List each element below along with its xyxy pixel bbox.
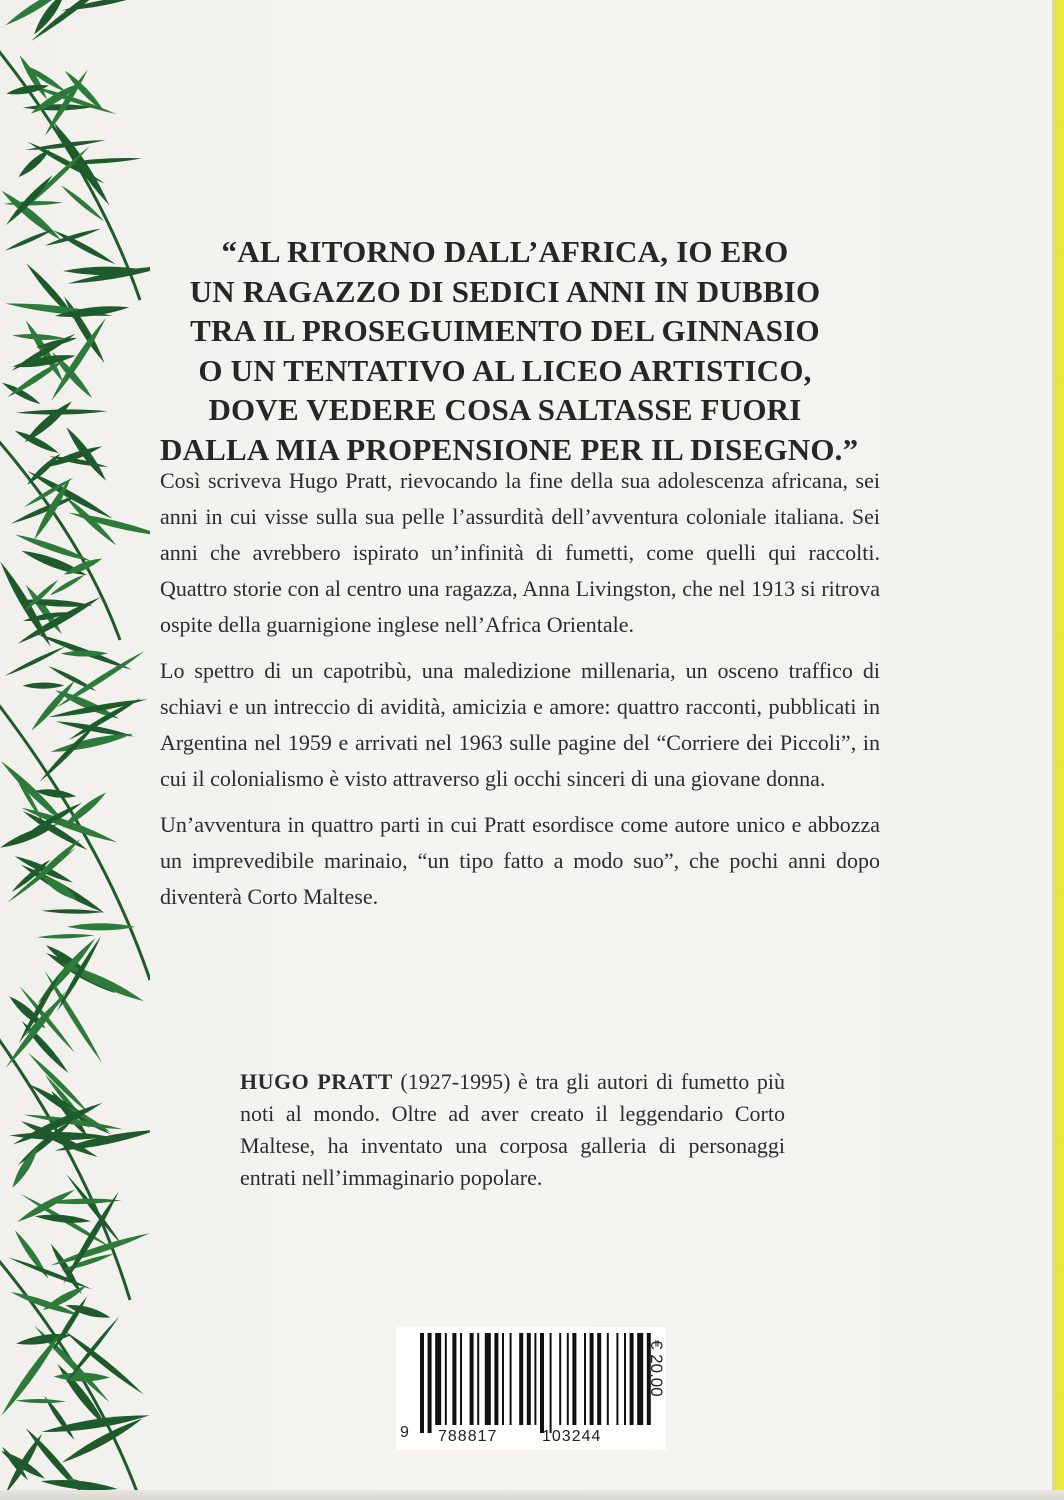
barcode-bar (485, 1333, 491, 1425)
barcode-bar (637, 1333, 643, 1425)
blurb-paragraph: Lo spettro di un capotribù, una maledizione millenaria, un osceno traffico di schiavi e un intreccio di avidità, amicizia e amore: quattro racconti, pubblicati in Argentina nel 1959 e arrivati nel 1963 sulle pagine del “Corriere dei Piccoli”, in cui il colonialismo è visto attraverso gli occhi sinceri di una giovane donna. (160, 658, 880, 791)
barcode-bar (420, 1333, 424, 1433)
barcode-bar (630, 1333, 634, 1425)
palm-leaflet (22, 682, 64, 688)
frond-stem (0, 1020, 130, 1300)
barcode-bar (607, 1333, 609, 1425)
palm-leaflet (41, 909, 104, 915)
barcode-bar (510, 1333, 512, 1425)
barcode-bar (590, 1333, 594, 1425)
palm-leaflet (48, 696, 148, 720)
barcode-bar (452, 1333, 456, 1425)
barcode-bar (428, 1333, 432, 1433)
yellow-spine-edge (1052, 0, 1064, 1500)
author-name: HUGO PRATT (240, 1069, 393, 1094)
barcode-bar (624, 1333, 626, 1425)
barcode-bar (540, 1333, 544, 1433)
palm-leaflet (54, 1372, 110, 1382)
barcode-bar (519, 1333, 523, 1425)
quote-line: O UN TENTATIVO AL LICEO ARTISTICO, (198, 352, 812, 388)
palm-leaflet (4, 645, 67, 678)
blurb-text (160, 463, 880, 925)
palm-leaflet (0, 380, 42, 407)
price-label: € 20.00 (647, 1340, 666, 1397)
palm-leaflet (3, 1432, 45, 1495)
blurb-paragraph: Un’avventura in quattro parti in cui Pratt esordisce come autore unico e abbozza un imprevedibile marinaio, “un tipo fatto a modo suo”, che pochi anni dopo diventerà Corto Maltese. (160, 812, 880, 909)
palm-leaflet (9, 1144, 41, 1190)
blurb-paragraph: Così scriveva Hugo Pratt, rievocando la fine della sua adolescenza africana, sei anni in cui visse sulla sua pelle l’assurdità dell’avventura coloniale italiana. Sei anni che avrebbero ispirato un’infinità di fumetti, come quelli qui raccolti. Quattro storie con al centro una ragazza, Anna Livingston, che nel 1913 si ritrova ospite della guarnigione inglese nell’Africa Orientale. (160, 468, 880, 637)
palm-foliage-illustration (0, 0, 150, 1500)
palm-leaflet (34, 1212, 91, 1225)
frond-stem (0, 40, 140, 300)
barcode-bar (494, 1333, 498, 1425)
quote-line: TRA IL PROSEGUIMENTO DEL GINNASIO (190, 313, 820, 348)
palm-leaflet (22, 398, 75, 445)
barcode-bar (477, 1333, 479, 1425)
barcode-bar (572, 1333, 576, 1425)
barcode-bars (396, 1327, 656, 1450)
palm-leaflet (37, 933, 94, 939)
author-bio-text: (1927-1995) è tra gli autori di fumetto più noti al mondo. Oltre ad aver creato il leggendario Corto Maltese, ha inventato una corposa galleria di personaggi entrati nell’immaginario popolare. (240, 1069, 786, 1190)
author-bio (240, 1066, 785, 1194)
barcode-bar (550, 1333, 552, 1433)
barcode-left-digits: 788817 (438, 1428, 498, 1445)
barcode-bar (559, 1333, 561, 1425)
isbn-barcode (396, 1327, 666, 1450)
palm-leaflet (38, 721, 100, 784)
bottom-page-edge (0, 1490, 1064, 1500)
pull-quote (160, 232, 859, 469)
palm-leaflet (16, 147, 52, 180)
quote-line: DALLA MIA PROPENSIONE PER IL DISEGNO.” (160, 431, 859, 467)
barcode-bar (445, 1333, 447, 1425)
quote-line: UN RAGAZZO DI SEDICI ANNI IN DUBBIO (189, 273, 821, 309)
palm-leaflet (15, 1399, 66, 1404)
barcode-bar (470, 1333, 474, 1425)
barcode-bar (534, 1333, 536, 1425)
barcode-bar (502, 1333, 504, 1425)
palm-leaflet (3, 0, 71, 28)
barcode-bar (584, 1333, 586, 1425)
barcode-bar (616, 1333, 618, 1425)
barcode-lead-digit: 9 (400, 1424, 410, 1441)
quote-line: DOVE VEDERE COSA SALTASSE FUORI (208, 392, 802, 427)
barcode-right-digits: 103244 (542, 1428, 602, 1445)
palm-leaflet (67, 923, 135, 930)
quote-line: “AL RITORNO DALL’AFRICA, IO ERO (221, 234, 789, 269)
barcode-bar (597, 1333, 601, 1425)
barcode-bar (527, 1333, 531, 1425)
barcode-bar (567, 1333, 569, 1425)
palm-leaflet (67, 263, 150, 287)
barcode-bar (435, 1333, 441, 1425)
barcode-bar (460, 1333, 462, 1425)
